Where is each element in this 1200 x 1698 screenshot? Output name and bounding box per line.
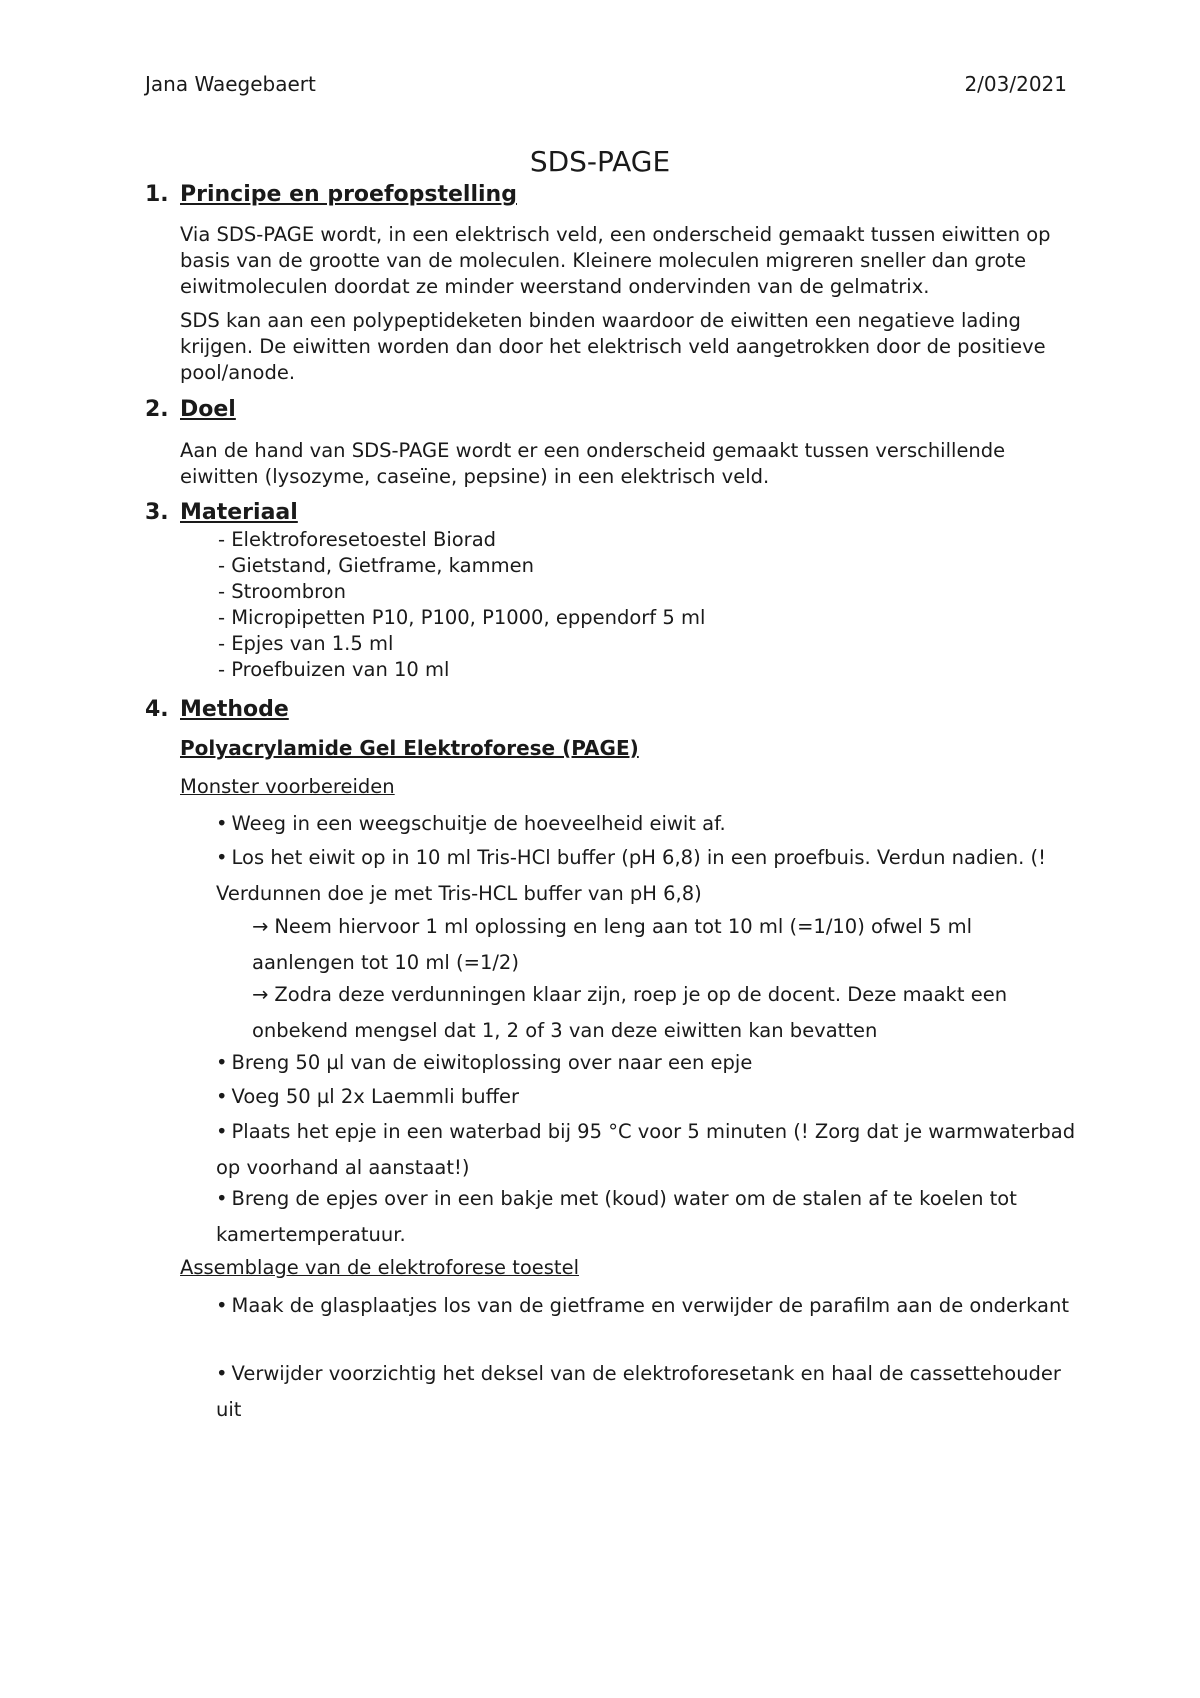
list-item: - Elektroforesetoestel Biorad: [218, 528, 497, 551]
bullet-icon: •: [216, 1120, 228, 1143]
section-number: 1.: [145, 182, 169, 207]
list-item: • Los het eiwit op in 10 ml Tris-HCl buffer (pH 6,8) in een proefbuis. Verdun nadien. (! Verdunnen doe je met Tris-HCL buffer van pH 6,8): [216, 846, 1046, 905]
bullet-icon: •: [216, 812, 228, 835]
method-subtitle: Polyacrylamide Gel Elektroforese (PAGE): [180, 736, 639, 760]
bullet-icon: •: [216, 1187, 228, 1210]
bullet-icon: •: [216, 1051, 228, 1074]
section-number: 4.: [145, 697, 169, 722]
section-principe-heading: [145, 180, 1075, 210]
list-item: • Weeg in een weegschuitje de hoeveelheid eiwit af.: [216, 812, 726, 835]
bullet-icon: •: [216, 1294, 228, 1317]
list-item: • Breng 50 µl van de eiwitoplossing over naar een epje: [216, 1051, 753, 1074]
section-number: 2.: [145, 397, 169, 422]
list-item: • Plaats het epje in een waterbad bij 95 °C voor 5 minuten (! Zorg dat je warmwaterbad op voorhand al aanstaat!): [216, 1120, 1076, 1179]
bullet-icon: •: [216, 846, 228, 869]
arrow-right-icon: →: [252, 915, 269, 938]
section-title: Doel: [180, 397, 236, 422]
paragraph: Aan de hand van SDS-PAGE wordt er een onderscheid gemaakt tussen verschillende eiwitten (lysozyme, caseïne, pepsine) in een elektrisch veld.: [180, 439, 1006, 488]
list-item: - Micropipetten P10, P100, P1000, eppendorf 5 ml: [218, 606, 706, 629]
section-number: 3.: [145, 500, 169, 525]
section-doel-heading: [145, 395, 1075, 425]
bullet-icon: •: [216, 1362, 228, 1385]
list-item: • Verwijder voorzichtig het deksel van de elektroforesetank en haal de cassettehouder uit: [216, 1362, 1061, 1421]
list-item: • Voeg 50 µl 2x Laemmli buffer: [216, 1085, 520, 1108]
paragraph: Via SDS-PAGE wordt, in een elektrisch veld, een onderscheid gemaakt tussen eiwitten op basis van de grootte van de moleculen. Kleinere moleculen migreren sneller dan grote eiwitmoleculen doordat ze minder weerstand ondervinden van de gelmatrix.: [180, 223, 1051, 298]
list-item: - Gietstand, Gietframe, kammen: [218, 554, 534, 577]
paragraph: SDS kan aan een polypeptideketen binden waardoor de eiwitten een negatieve lading krijgen. De eiwitten worden dan door het elektrisch veld aangetrokken door de positieve pool/anode.: [180, 309, 1046, 384]
list-item: • Maak de glasplaatjes los van de gietframe en verwijder de parafilm aan de onderkant: [216, 1294, 1069, 1317]
prep-label: Monster voorbereiden: [180, 775, 395, 798]
arrow-right-icon: →: [252, 983, 269, 1006]
section-title: Methode: [180, 697, 289, 722]
assembly-label: Assemblage van de elektroforese toestel: [180, 1256, 579, 1279]
material-list: [218, 527, 705, 683]
list-item: → Zodra deze verdunningen klaar zijn, roep je op de docent. Deze maakt een onbekend mengsel dat 1, 2 of 3 van deze eiwitten kan bevatten: [252, 983, 1008, 1042]
list-item: - Proefbuizen van 10 ml: [218, 658, 450, 681]
bullet-icon: •: [216, 1085, 228, 1108]
list-item: → Neem hiervoor 1 ml oplossing en leng aan tot 10 ml (=1/10) ofwel 5 ml aanlengen tot 10 ml (=1/2): [252, 915, 973, 974]
section-title: Materiaal: [180, 500, 298, 525]
list-item: - Stroombron: [218, 580, 346, 603]
section-title: Principe en proefopstelling: [180, 182, 517, 207]
author-name: Jana Waegebaert: [145, 72, 316, 96]
list-item: - Epjes van 1.5 ml: [218, 632, 394, 655]
document-date: 2/03/2021: [964, 72, 1067, 96]
section-methode-heading: [145, 695, 1075, 725]
list-item: • Breng de epjes over in een bakje met (koud) water om de stalen af te koelen tot kamertemperatuur.: [216, 1187, 1017, 1246]
document-title: SDS-PAGE: [529, 145, 671, 178]
section-materiaal-heading: [145, 498, 1075, 528]
